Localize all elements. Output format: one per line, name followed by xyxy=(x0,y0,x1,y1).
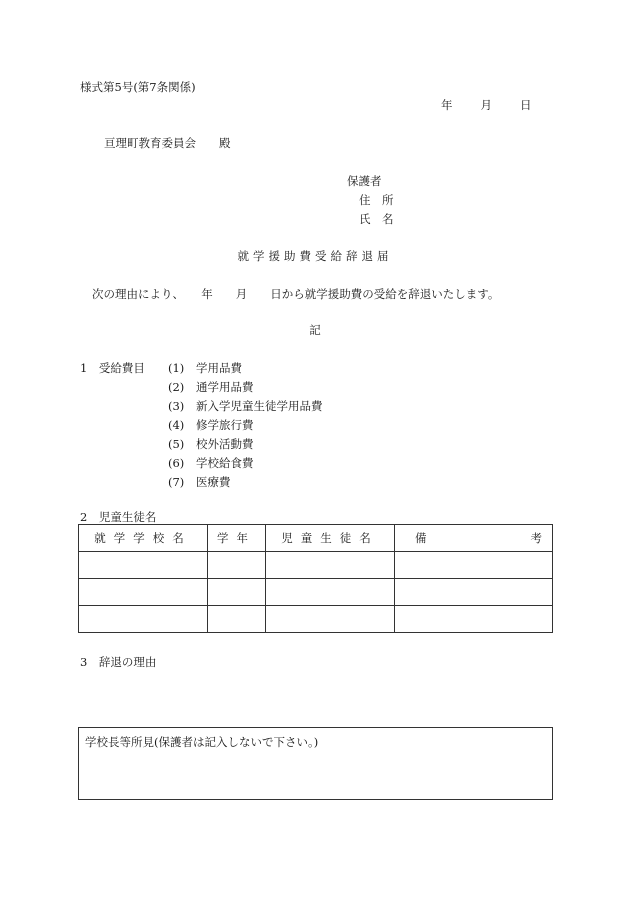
date-line xyxy=(441,98,532,112)
address-label: 住 所 xyxy=(359,193,394,207)
benefit-item-list xyxy=(168,361,323,494)
name-label: 氏 名 xyxy=(359,212,394,226)
benefit-item-number: (1) xyxy=(168,361,185,375)
student-name-cell[interactable] xyxy=(266,606,395,633)
benefit-item xyxy=(168,456,323,475)
table-row xyxy=(79,579,553,606)
document-title: 就学援助費受給辞退届 xyxy=(237,249,393,263)
form-number: 様式第5号(第7条関係) xyxy=(80,80,196,94)
remarks-cell[interactable] xyxy=(395,579,553,606)
header-remarks: 備 考 xyxy=(395,525,553,552)
benefit-item-text: 学校給食費 xyxy=(196,456,254,470)
date-year-label: 年 xyxy=(441,98,453,112)
benefit-item xyxy=(168,380,323,399)
benefit-item-number: (4) xyxy=(168,418,185,432)
school-name-cell[interactable] xyxy=(79,579,208,606)
remarks-cell[interactable] xyxy=(395,552,553,579)
student-name-cell[interactable] xyxy=(266,579,395,606)
ki-heading: 記 xyxy=(309,323,321,337)
header-grade: 学年 xyxy=(208,525,266,552)
benefit-item-text: 学用品費 xyxy=(196,361,242,375)
student-name-cell[interactable] xyxy=(266,552,395,579)
benefit-item-number: (5) xyxy=(168,437,185,451)
grade-cell[interactable] xyxy=(208,606,266,633)
table-row xyxy=(79,552,553,579)
benefit-item-text: 新入学児童生徒学用品費 xyxy=(196,399,323,413)
school-name-cell[interactable] xyxy=(79,606,208,633)
declaration-text: 次の理由により、 年 月 日から就学援助費の受給を辞退いたします。 xyxy=(92,287,500,301)
date-day-label: 日 xyxy=(520,98,532,112)
addressee: 亘理町教育委員会 殿 xyxy=(104,136,231,150)
benefit-item-number: (3) xyxy=(168,399,185,413)
benefit-item-number: (7) xyxy=(168,475,185,489)
benefit-item-text: 校外活動費 xyxy=(196,437,254,451)
date-month-label: 月 xyxy=(480,98,492,112)
benefit-item-number: (2) xyxy=(168,380,185,394)
section3-label: 3 辞退の理由 xyxy=(80,655,157,669)
remarks-cell[interactable] xyxy=(395,606,553,633)
principal-remarks-box[interactable] xyxy=(78,727,553,800)
benefit-item xyxy=(168,361,323,380)
benefit-item-text: 医療費 xyxy=(196,475,231,489)
section2-label: 2 児童生徒名 xyxy=(80,510,157,524)
benefit-item xyxy=(168,418,323,437)
table-header-row xyxy=(79,525,553,552)
benefit-item-text: 通学用品費 xyxy=(196,380,254,394)
guardian-label: 保護者 xyxy=(347,174,382,188)
benefit-item-text: 修学旅行費 xyxy=(196,418,254,432)
benefit-item-number: (6) xyxy=(168,456,185,470)
grade-cell[interactable] xyxy=(208,579,266,606)
student-table xyxy=(78,524,553,633)
benefit-item xyxy=(168,399,323,418)
header-school-name: 就学学校名 xyxy=(79,525,208,552)
grade-cell[interactable] xyxy=(208,552,266,579)
benefit-item xyxy=(168,437,323,456)
principal-remarks-label: 学校長等所見(保護者は記入しないで下さい。) xyxy=(85,735,319,749)
header-student-name: 児童生徒名 xyxy=(266,525,395,552)
benefit-item xyxy=(168,475,323,494)
school-name-cell[interactable] xyxy=(79,552,208,579)
section1-label: 1 受給費目 xyxy=(80,361,145,375)
table-row xyxy=(79,606,553,633)
